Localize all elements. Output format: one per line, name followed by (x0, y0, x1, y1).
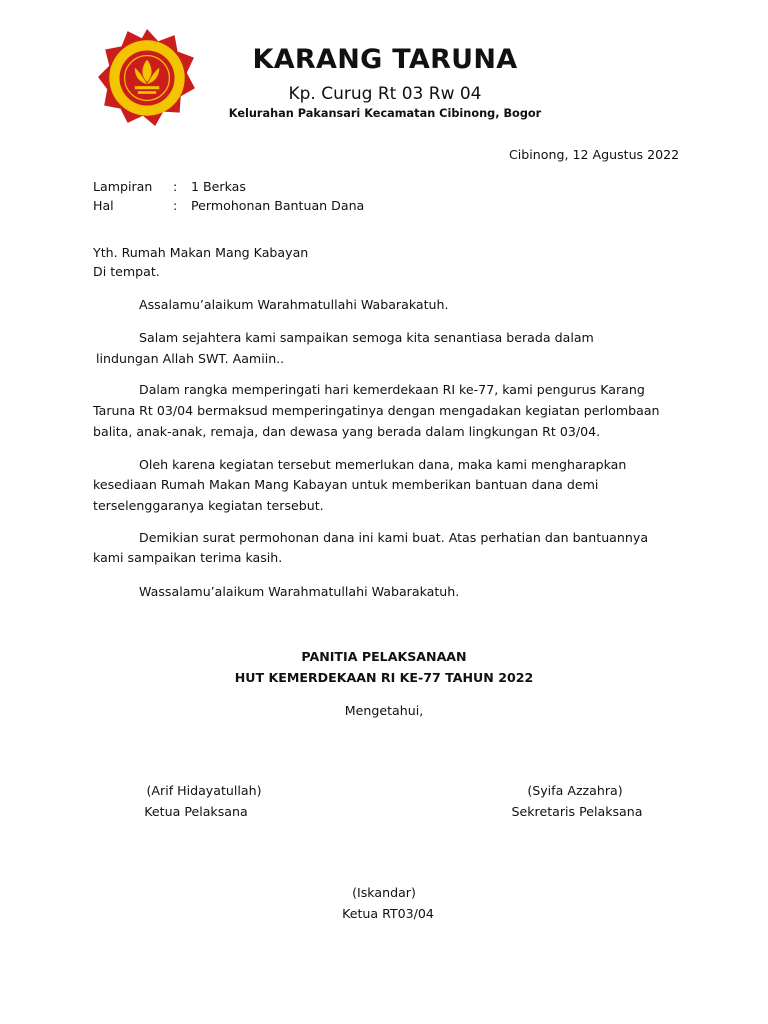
signatory-bottom-name: (Iskandar) (352, 885, 416, 900)
org-address: Kp. Curug Rt 03 Rw 04 (288, 84, 482, 104)
committee-subtitle: HUT KEMERDEKAAN RI KE-77 TAHUN 2022 (234, 670, 534, 685)
paragraph-line: terselenggaranya kegiatan tersebut. (93, 498, 324, 513)
paragraph-line: kami sampaikan terima kasih. (93, 550, 283, 565)
closing: Wassalamu’alaikum Warahmatullahi Wabarakatuh. (139, 584, 460, 599)
meta-label-hal: Hal (93, 198, 114, 213)
meta-sep: : (173, 179, 178, 194)
paragraph-line: Dalam rangka memperingati hari kemerdekaan RI ke-77, kami pengurus Karang (139, 382, 645, 397)
paragraph-line: lindungan Allah SWT. Aamiin.. (96, 351, 285, 366)
org-sub-address: Kelurahan Pakansari Kecamatan Cibinong, Bogor (228, 107, 542, 120)
acknowledge-label: Mengetahui, (344, 703, 424, 718)
signatory-left-name: (Arif Hidayatullah) (146, 783, 262, 798)
paragraph-line: Taruna Rt 03/04 bermaksud memperingatinya dengan mengadakan kegiatan perlombaan (93, 403, 660, 418)
committee-title: PANITIA PELAKSANAAN (301, 649, 467, 664)
recipient-place: Di tempat. (93, 264, 160, 279)
meta-label-lampiran: Lampiran (93, 179, 153, 194)
greeting: Assalamu’alaikum Warahmatullahi Wabarakatuh. (139, 297, 449, 312)
meta-sep: : (173, 198, 178, 213)
recipient-line: Yth. Rumah Makan Mang Kabayan (93, 245, 309, 260)
signatory-left-role: Ketua Pelaksana (144, 804, 248, 819)
meta-value-hal: Permohonan Bantuan Dana (191, 198, 365, 213)
meta-value-lampiran: 1 Berkas (191, 179, 246, 194)
paragraph-line: balita, anak-anak, remaja, dan dewasa yang berada dalam lingkungan Rt 03/04. (93, 424, 601, 439)
paragraph-line: kesediaan Rumah Makan Mang Kabayan untuk memberikan bantuan dana demi (93, 477, 599, 492)
signatory-right-role: Sekretaris Pelaksana (511, 804, 643, 819)
signatory-bottom-role: Ketua RT03/04 (342, 906, 434, 921)
paragraph-line: Demikian surat permohonan dana ini kami buat. Atas perhatian dan bantuannya (139, 530, 649, 545)
signatory-right-name: (Syifa Azzahra) (527, 783, 623, 798)
paragraph-line: Oleh karena kegiatan tersebut memerlukan dana, maka kami mengharapkan (139, 457, 627, 472)
date-line: Cibinong, 12 Agustus 2022 (509, 147, 680, 162)
org-name: KARANG TARUNA (252, 44, 518, 75)
paragraph-line: Salam sejahtera kami sampaikan semoga kita senantiasa berada dalam (139, 330, 594, 345)
